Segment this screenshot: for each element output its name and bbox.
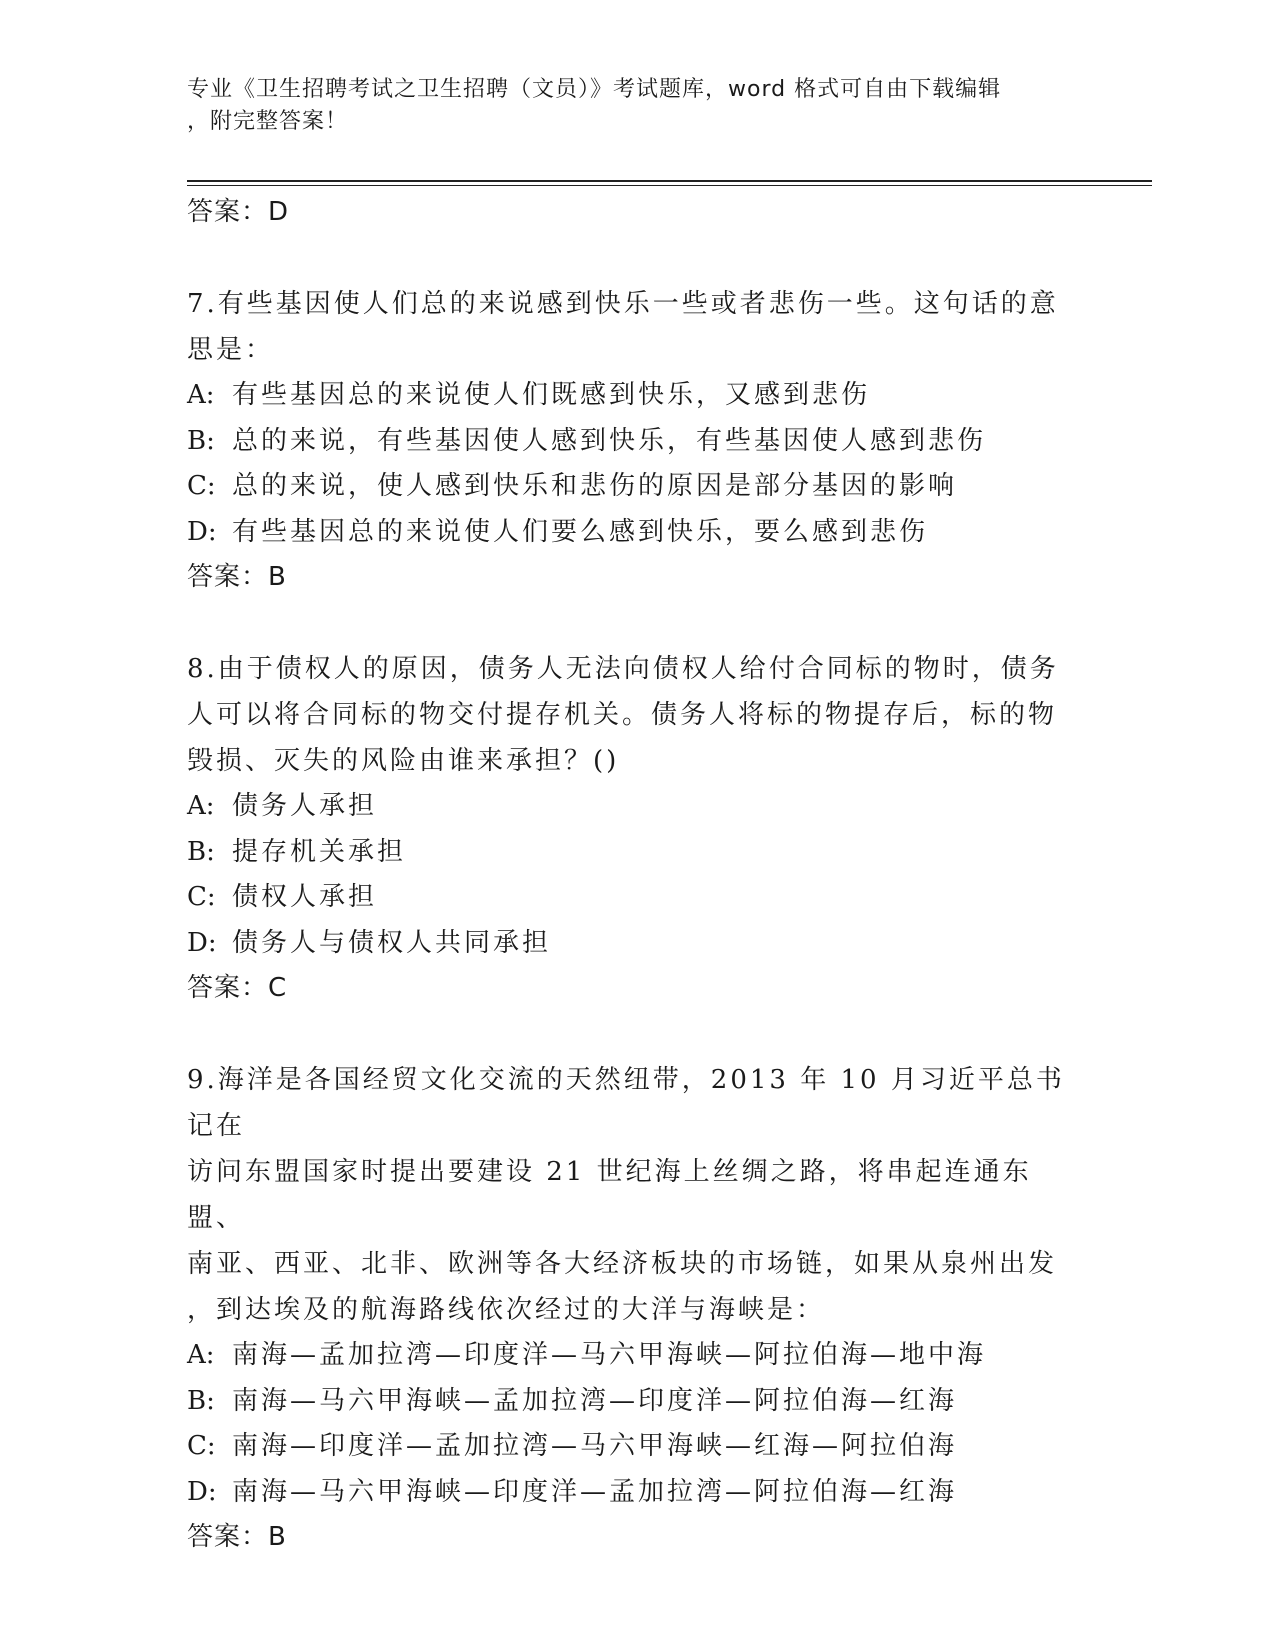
answer-value: C [268, 973, 288, 1003]
option-text: 有些基因总的来说使人们既感到快乐，又感到悲伤 [232, 380, 871, 410]
question-block-7 [187, 281, 1087, 599]
question-line: 思是： [187, 335, 275, 365]
option-text: 债务人承担 [232, 791, 378, 821]
question-block-8 [187, 646, 1087, 1010]
question-line: 访问东盟国家时提出要建设 21 世纪海上丝绸之路，将串起连通东盟、 [187, 1157, 1032, 1233]
option-b [187, 830, 1087, 876]
option-b [187, 419, 1087, 465]
question-line: 8.由于债权人的原因，债务人无法向债权人给付合同标的物时，债务 [187, 654, 1059, 684]
question-line: 9.海洋是各国经贸文化交流的天然纽带，2013 年 10 月习近平总书记在 [187, 1065, 1065, 1141]
header-line-2: ，附完整答案！ [187, 109, 349, 134]
option-text: 南海—孟加拉湾—印度洋—马六甲海峡—阿拉伯海—地中海 [232, 1340, 987, 1370]
question-line: ，到达埃及的航海路线依次经过的大洋与海峡是： [187, 1295, 826, 1325]
question-line: 南亚、西亚、北非、欧洲等各大经济板块的市场链，如果从泉州出发 [187, 1249, 1058, 1279]
option-text: 债权人承担 [232, 882, 378, 912]
answer-value: D [268, 197, 290, 227]
option-b [187, 1379, 1087, 1425]
option-letter: B: [187, 425, 215, 456]
option-text: 总的来说，使人感到快乐和悲伤的原因是部分基因的影响 [232, 471, 958, 501]
option-a [187, 1333, 1087, 1379]
option-d [187, 1470, 1087, 1516]
option-d [187, 510, 1087, 556]
document-body [187, 190, 1087, 1559]
option-text: 南海—印度洋—孟加拉湾—马六甲海峡—红海—阿拉伯海 [232, 1431, 958, 1461]
option-text: 有些基因总的来说使人们要么感到快乐，要么感到悲伤 [232, 516, 929, 547]
option-text: 南海—马六甲海峡—孟加拉湾—印度洋—阿拉伯海—红海 [232, 1385, 958, 1416]
option-text: 提存机关承担 [232, 836, 407, 867]
answer-line [187, 190, 1087, 234]
answer-line [187, 555, 1087, 599]
option-a [187, 373, 1087, 419]
question-line: 7.有些基因使人们总的来说感到快乐一些或者悲伤一些。这句话的意 [187, 289, 1059, 319]
option-c [187, 1424, 1087, 1470]
answer-label: 答案： [187, 197, 269, 227]
option-letter: A: [187, 1340, 215, 1370]
answer-label: 答案： [187, 973, 269, 1003]
option-letter: C: [187, 471, 216, 501]
question-line: 毁损、灭失的风险由谁来承担？() [187, 746, 620, 776]
option-letter: A: [187, 791, 215, 821]
option-c [187, 464, 1087, 510]
question-line: 人可以将合同标的物交付提存机关。债务人将标的物提存后，标的物 [187, 700, 1058, 730]
option-letter: C: [187, 1431, 216, 1461]
answer-label: 答案： [187, 1522, 269, 1552]
option-text: 南海—马六甲海峡—印度洋—孟加拉湾—阿拉伯海—红海 [232, 1476, 958, 1507]
option-letter: B: [187, 1385, 215, 1416]
option-letter: D: [187, 927, 217, 958]
header-divider-thin [187, 185, 1152, 186]
header-divider-thick [187, 180, 1152, 182]
option-letter: C: [187, 882, 216, 912]
option-letter: D: [187, 1476, 217, 1507]
option-letter: D: [187, 516, 217, 547]
answer-line [187, 966, 1087, 1010]
option-text: 总的来说，有些基因使人感到快乐，有些基因使人感到悲伤 [232, 425, 987, 456]
answer-value: B [268, 1522, 287, 1552]
header-line-1: 专业《卫生招聘考试之卫生招聘（文员）》考试题库，word 格式可自由下载编辑 [187, 77, 1002, 102]
answer-label: 答案： [187, 562, 269, 592]
option-d [187, 921, 1087, 967]
document-header [187, 74, 1067, 138]
answer-line [187, 1515, 1087, 1559]
option-a [187, 784, 1087, 830]
option-letter: A: [187, 380, 215, 410]
option-letter: B: [187, 836, 215, 867]
option-text: 债务人与债权人共同承担 [232, 927, 552, 958]
answer-value: B [268, 562, 287, 592]
question-block-9 [187, 1057, 1087, 1559]
option-c [187, 875, 1087, 921]
